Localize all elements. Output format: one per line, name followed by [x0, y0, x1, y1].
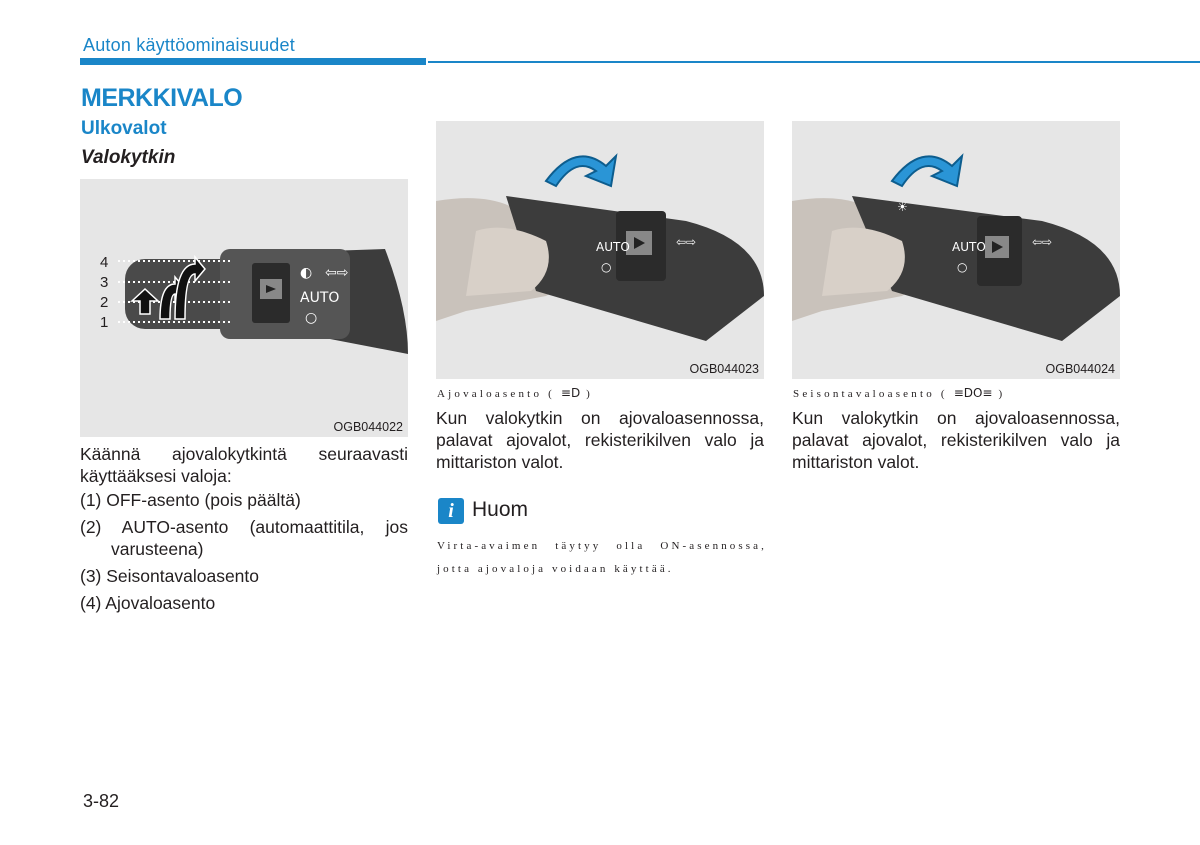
- parking-light-switch-illustration: [792, 121, 1120, 379]
- svg-text:⇦⇨: ⇦⇨: [676, 235, 697, 249]
- parking-light-description: Kun valokytkin on ajovaloasennossa, palavat ajovalot, rekisterikilven valo ja mittariston valot.: [792, 408, 1120, 472]
- position-label-2: 2: [100, 294, 109, 311]
- headlight-icon: ≡D: [560, 386, 581, 400]
- figure-code: OGB044022: [333, 420, 403, 434]
- intro-paragraph: Käännä ajovalokytkintä seuraavasti käyttääksesi valoja:: [80, 444, 408, 486]
- caption-headlight-end: ): [586, 388, 594, 400]
- note-title: Huom: [472, 498, 529, 521]
- section-title: MERKKIVALO: [81, 84, 243, 112]
- svg-text:○: ○: [305, 310, 318, 326]
- parking-light-icon: ≡DO≡: [953, 386, 993, 400]
- list-item-1: (1) OFF-asento (pois päältä): [80, 490, 301, 510]
- header-rule-thick: [80, 58, 426, 65]
- note-text: Virta-avaimen täytyy olla ON-asennossa, jotta ajovaloja voidaan käyttää.: [437, 540, 767, 575]
- svg-text:⇦⇨: ⇦⇨: [325, 265, 349, 281]
- list-item-4: (4) Ajovaloasento: [80, 593, 216, 613]
- svg-text:AUTO: AUTO: [952, 240, 986, 254]
- headlight-switch-illustration: [436, 121, 764, 379]
- svg-text:◐: ◐: [300, 265, 313, 281]
- figure-headlight-position: [436, 121, 764, 379]
- headlight-description: Kun valokytkin on ajovaloasennossa, palavat ajovalot, rekisterikilven valo ja mittariston valot.: [436, 408, 764, 472]
- list-item-2: [80, 516, 408, 560]
- position-label-1: 1: [100, 314, 109, 331]
- position-label-3: 3: [100, 274, 109, 291]
- figure-parking-light-position: [792, 121, 1120, 379]
- position-label-4: 4: [100, 254, 109, 271]
- page-number: 3-82: [83, 791, 120, 811]
- list-item-2-text: (2) AUTO-asento (automaattitila, jos varusteena): [80, 517, 408, 559]
- light-switch-illustration: [80, 179, 408, 437]
- running-header: Auton käyttöominaisuudet: [83, 35, 295, 55]
- caption-headlight-text: Ajovaloasento (: [437, 388, 555, 400]
- sub-subsection-title: Valokytkin: [81, 147, 176, 168]
- subsection-title: Ulkovalot: [81, 118, 167, 139]
- list-item-3: (3) Seisontavaloasento: [80, 566, 259, 586]
- figure-code: OGB044023: [689, 362, 759, 376]
- caption-headlight: [437, 386, 593, 400]
- figure-code: OGB044024: [1045, 362, 1115, 376]
- svg-text:○: ○: [957, 260, 968, 274]
- caption-parking-text: Seisontavaloasento (: [793, 388, 948, 400]
- header-rule-thin: [428, 61, 1200, 63]
- svg-text:AUTO: AUTO: [300, 290, 340, 306]
- svg-text:⇦⇨: ⇦⇨: [1032, 235, 1053, 249]
- svg-text:○: ○: [601, 260, 612, 274]
- caption-parking-end: ): [998, 388, 1006, 400]
- caption-parking-light: [793, 386, 1005, 400]
- svg-text:AUTO: AUTO: [596, 240, 630, 254]
- svg-text:☀: ☀: [897, 200, 908, 214]
- figure-light-switch-positions: [80, 179, 408, 437]
- info-icon: i: [438, 498, 464, 524]
